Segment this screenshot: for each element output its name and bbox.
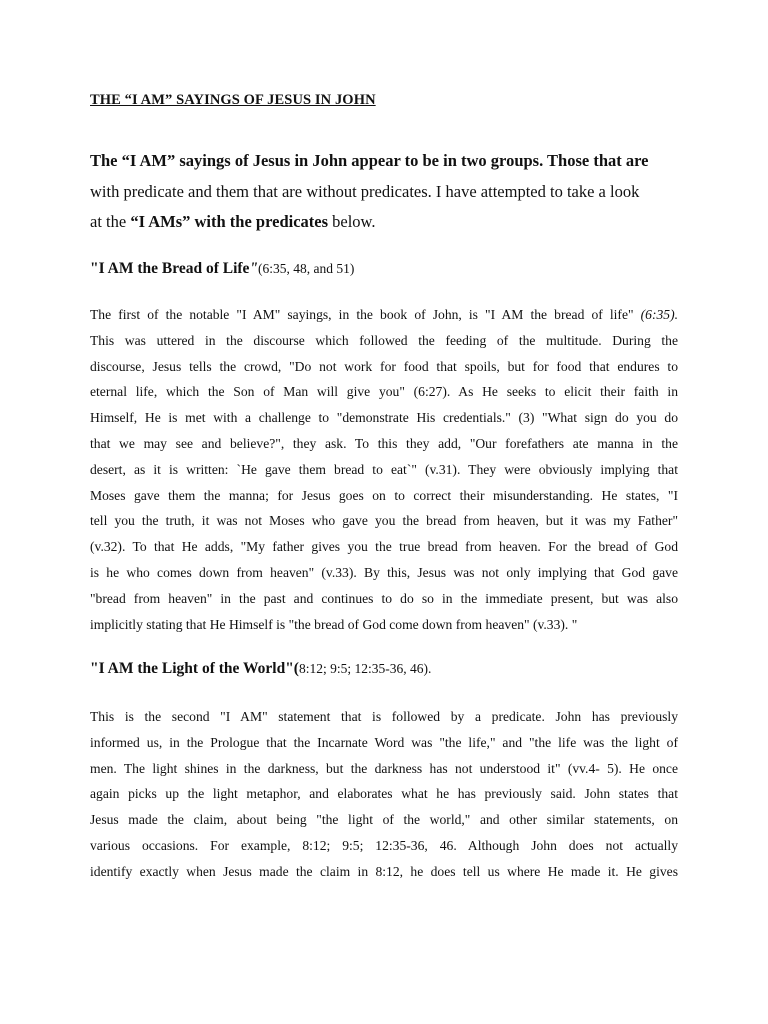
document-title: THE “I AM” SAYINGS OF JESUS IN JOHN [90,92,376,108]
paragraph-line: Himself, He is met with a challenge to "demonstrate His credentials." (3) "What sign do you do [90,410,678,426]
section-body-light-of-the-world [90,704,678,885]
paragraph-line: Moses gave them the manna; for Jesus goes on to correct their misunderstanding. He states, "I [90,487,678,503]
paragraph-line: various occasions. For example, 8:12; 9:5; 12:35-36, 46. Although John does not actually [90,837,678,853]
paragraph-line: men. The light shines in the darkness, but the darkness has not understood it" (vv.4- 5). He once [90,760,678,776]
paragraph-line: tell you the truth, it was not Moses who gave you the bread from heaven, but it was my Father" [90,513,678,529]
paragraph-line: is he who comes down from heaven" (v.33). By this, Jesus was not only implying that God gave [90,564,678,580]
paragraph-line: that we may see and believe?", they ask. To this they add, "Our forefathers ate manna in the [90,435,678,451]
paragraph-line: (v.32). To that He adds, "My father gives you the true bread from heaven. For the bread of God [90,539,678,555]
intro-text: below. [328,212,376,231]
intro-line [90,207,678,238]
paragraph-line [90,302,678,328]
intro-line: with predicate and them that are without predicates. I have attempted to take a look [90,181,640,201]
intro-text: at the [90,212,131,231]
heading-text: "I AM the Bread of Life [90,260,250,277]
line-text: The first of the notable "I AM" sayings, in the book of John, is "I AM the bread of life" [90,307,641,322]
section-heading-bread-of-life [90,260,354,278]
paragraph-line: eternal life, which the Son of Man will give you" (6:27). As He seeks to elicit their faith in [90,384,678,400]
paragraph-line: This is the second "I AM" statement that is followed by a predicate. John has previously [90,709,678,724]
paragraph-line: This was uttered in the discourse which followed the feeding of the multitude. During the [90,332,678,348]
intro-emphasis: “I AMs” with the predicates [130,212,329,231]
paragraph-line: "bread from heaven" in the past and continues to do so in the immediate present, but was also [90,590,678,606]
heading-reference: 8:12; 9:5; 12:35-36, 46). [298,661,432,676]
paragraph-line: discourse, Jesus tells the crowd, "Do not work for food that spoils, but for food that endures to [90,358,678,374]
paragraph-line: implicitly stating that He Himself is "the bread of God come down from heaven" (v.33). " [90,616,578,632]
paragraph-line: identify exactly when Jesus made the claim in 8:12, he does tell us where He made it. He gives [90,863,678,879]
paragraph-line: informed us, in the Prologue that the Incarnate Word was "the life," and "the life was the light of [90,734,678,750]
heading-quote: " [249,260,259,277]
intro-paragraph [90,146,678,238]
section-heading-light-of-the-world [90,660,431,678]
heading-text: "I AM the Light of the World"( [90,660,299,677]
heading-reference: (6:35, 48, and 51) [258,261,355,276]
paragraph-line: desert, as it is written: `He gave them bread to eat`" (v.31). They were obviously implying that [90,461,678,477]
paragraph-line: Jesus made the claim, about being "the light of the world," and other similar statements, on [90,812,678,828]
intro-line: The “I AM” sayings of Jesus in John appear to be in two groups. Those that are [90,151,649,170]
section-body-bread-of-life [90,302,678,637]
line-reference: (6:35). [640,307,678,322]
paragraph-line: again picks up the light metaphor, and elaborates what he has previously said. John states that [90,786,678,802]
